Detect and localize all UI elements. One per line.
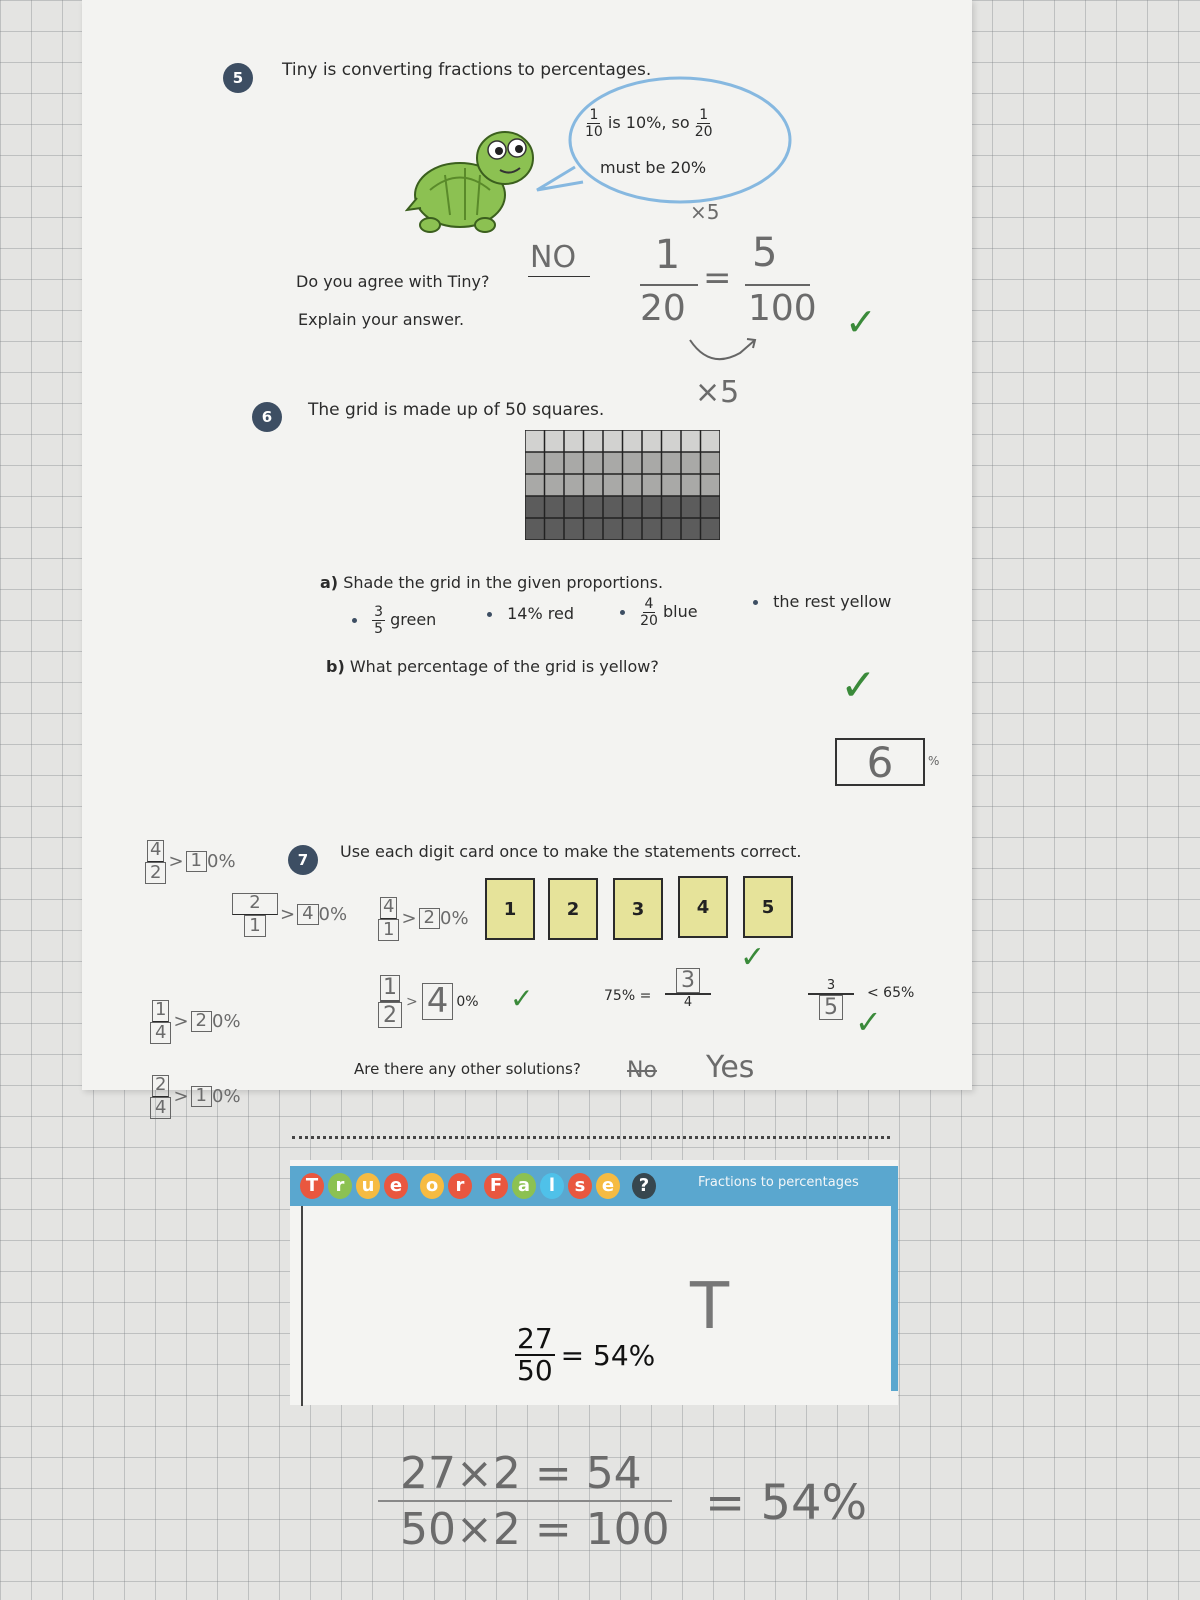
question-5-number: 5: [223, 63, 253, 93]
margin-work-5: [150, 1075, 241, 1119]
q5-work-times-top: ×5: [690, 200, 720, 224]
bottom-work-bottom: 50×2 = 100: [400, 1504, 670, 1555]
q6-answer-box[interactable]: [835, 738, 925, 786]
tf-logo-letter: r: [448, 1173, 472, 1199]
mw1-suffix: 0%: [207, 851, 236, 873]
q6-green-num: 3: [374, 604, 384, 620]
tf-logo-letter: a: [512, 1173, 536, 1199]
q6-part-b: [326, 657, 659, 676]
s3-den: 5: [819, 995, 843, 1020]
tf-logo-letter: r: [328, 1173, 352, 1199]
q6-part-a-text: Shade the grid in the given proportions.: [343, 573, 664, 592]
digit-card-2[interactable]: 2: [548, 878, 598, 940]
mw3-suffix: 0%: [440, 908, 469, 930]
q5-work-times-bottom: ×5: [695, 375, 740, 410]
mw5-num: 2: [152, 1075, 169, 1097]
q6-blue-text: blue: [663, 602, 698, 621]
q7-other-question: Are there any other solutions?: [354, 1060, 581, 1078]
q7-other-crossed: No: [627, 1058, 657, 1083]
q5-work-rhs-num: 5: [752, 230, 778, 276]
q6-item-blue: [620, 597, 698, 628]
s2-num: 3: [676, 968, 700, 993]
q5-work-equals: =: [703, 258, 732, 298]
mw5-op: >: [173, 1086, 189, 1108]
mw1-box: 1: [186, 851, 207, 872]
question-7-title: Use each digit card once to make the statements correct.: [340, 842, 802, 861]
q6-part-b-text: What percentage of the grid is yellow?: [349, 657, 659, 676]
mw2-op: >: [280, 904, 296, 926]
q5-work-lhs-num: 1: [654, 232, 681, 278]
digit-card-1[interactable]: 1: [485, 878, 535, 940]
q5-work-lhs-den: 20: [640, 288, 686, 329]
q5-work-lhs-bar: [640, 284, 698, 286]
tf-logo-letter: e: [384, 1173, 408, 1199]
mw4-suffix: 0%: [212, 1011, 241, 1033]
bullet-icon: [487, 612, 492, 617]
digit-card-4[interactable]: 4: [678, 876, 728, 938]
mw4-num: 1: [152, 1000, 169, 1022]
speech-line2: must be 20%: [600, 158, 707, 177]
true-false-border-right: [891, 1166, 898, 1391]
q7-statement-2-prefix: 75% =: [604, 988, 652, 1004]
s1-box: 4: [422, 983, 454, 1021]
q6-part-b-label: b): [326, 657, 345, 676]
tf-logo-letter: T: [300, 1173, 324, 1199]
agree-answer: NO: [530, 240, 577, 275]
q5-work-rhs-bar: [745, 284, 810, 286]
q6-part-a-label: a): [320, 573, 339, 592]
mw3-op: >: [401, 908, 417, 930]
explain-prompt: Explain your answer.: [298, 310, 465, 329]
q6-tick: ✓: [840, 660, 877, 711]
dotted-separator: [292, 1136, 890, 1139]
mw1-op: >: [168, 851, 184, 873]
question-6-title: The grid is made up of 50 squares.: [308, 400, 605, 420]
margin-work-4: [150, 1000, 241, 1044]
tf-den: 50: [517, 1354, 553, 1387]
mw4-op: >: [173, 1011, 189, 1033]
q7-tick-2: ✓: [740, 940, 766, 975]
mw1-den: 2: [145, 862, 166, 884]
tf-logo-letter: u: [356, 1173, 380, 1199]
fifty-square-grid: [525, 430, 720, 540]
speech-frac2-den: 20: [694, 124, 713, 140]
question-6-number: 6: [252, 402, 282, 432]
mw4-den: 4: [150, 1022, 171, 1044]
q7-other-answer: Yes: [706, 1050, 755, 1085]
mw2-num: 2: [232, 893, 278, 915]
tf-logo-letter: l: [540, 1173, 564, 1199]
speech-text: [585, 108, 713, 139]
q6-green-text: green: [390, 610, 437, 629]
mw5-den: 4: [150, 1097, 171, 1119]
speech-mid: is 10%, so: [607, 113, 690, 132]
question-7-number: 7: [288, 845, 318, 875]
q6-green-den: 5: [374, 621, 384, 637]
agree-question: Do you agree with Tiny?: [296, 272, 490, 291]
q5-tick: ✓: [845, 300, 877, 344]
s1-suffix: 0%: [456, 993, 479, 1010]
q6-item-green: [352, 605, 436, 636]
q7-tick-1: ✓: [510, 982, 534, 1015]
question-5-title: Tiny is converting fractions to percentages.: [282, 60, 652, 80]
mw3-box: 2: [419, 908, 440, 929]
q6-item-red: [487, 604, 574, 623]
bottom-work-result: = 54%: [705, 1475, 868, 1531]
mw3-num: 4: [380, 897, 397, 919]
margin-work-3: [378, 897, 469, 941]
q6-item-yellow: [753, 592, 891, 611]
bullet-icon: [620, 610, 625, 615]
true-false-subtitle: Fractions to percentages: [698, 1175, 859, 1190]
s1-den: 2: [378, 1002, 402, 1028]
q6-red-text: 14% red: [507, 604, 574, 623]
q6-yellow-text: the rest yellow: [773, 592, 892, 611]
mw5-suffix: 0%: [212, 1086, 241, 1108]
q6-answer: 6: [866, 737, 894, 787]
agree-answer-line: [528, 276, 590, 277]
speech-frac1-den: 10: [585, 124, 603, 140]
s3-num: 3: [826, 978, 836, 993]
q5-work-rhs-den: 100: [748, 288, 817, 329]
mw2-box: 4: [297, 904, 318, 925]
mw2-suffix: 0%: [318, 904, 348, 926]
tf-rhs: = 54%: [560, 1338, 656, 1372]
bullet-icon: [753, 600, 758, 605]
true-or-false-logo: [300, 1173, 660, 1199]
q6-blue-num: 4: [644, 596, 654, 612]
q6-answer-unit: %: [928, 754, 940, 768]
true-false-border-left: [301, 1206, 303, 1406]
q6-part-a: [320, 573, 663, 592]
tf-num: 27: [517, 1322, 553, 1355]
tf-logo-letter: s: [568, 1173, 592, 1199]
turtle-illustration: [405, 120, 540, 245]
q7-statement-1: [378, 975, 479, 1028]
q5-work-arrow: [685, 335, 765, 375]
bullet-icon: [352, 618, 357, 623]
speech-bubble: [535, 72, 795, 212]
digit-card-3[interactable]: 3: [613, 878, 663, 940]
q7-tick-3: ✓: [855, 1003, 882, 1041]
tf-answer: T: [690, 1270, 730, 1344]
margin-work-2: [232, 893, 347, 937]
mw3-den: 1: [378, 919, 399, 941]
true-false-statement: [515, 1322, 656, 1387]
mw2-den: 1: [244, 915, 265, 937]
margin-work-1: [145, 840, 236, 884]
s2-den: 4: [683, 995, 693, 1011]
mw1-num: 4: [147, 840, 164, 862]
tf-logo-letter: e: [596, 1173, 620, 1199]
s3-suffix: < 65%: [867, 985, 915, 1001]
tf-logo-letter: F: [484, 1173, 508, 1199]
speech-frac1-num: 1: [589, 107, 599, 123]
digit-card-5[interactable]: 5: [743, 876, 793, 938]
bottom-work-bar: [378, 1500, 672, 1502]
speech-frac2-num: 1: [699, 107, 709, 123]
tf-logo-letter: o: [420, 1173, 444, 1199]
bottom-work-top: 27×2 = 54: [400, 1448, 642, 1499]
tf-logo-letter: ?: [632, 1173, 656, 1199]
s1-op: >: [406, 993, 418, 1010]
q7-statement-3-frac: [808, 978, 854, 1020]
q7-statement-2-frac: [665, 968, 711, 1010]
mw4-box: 2: [191, 1011, 212, 1032]
mw5-box: 1: [191, 1086, 212, 1107]
q6-blue-den: 20: [640, 613, 658, 629]
s1-num: 1: [380, 975, 400, 1002]
